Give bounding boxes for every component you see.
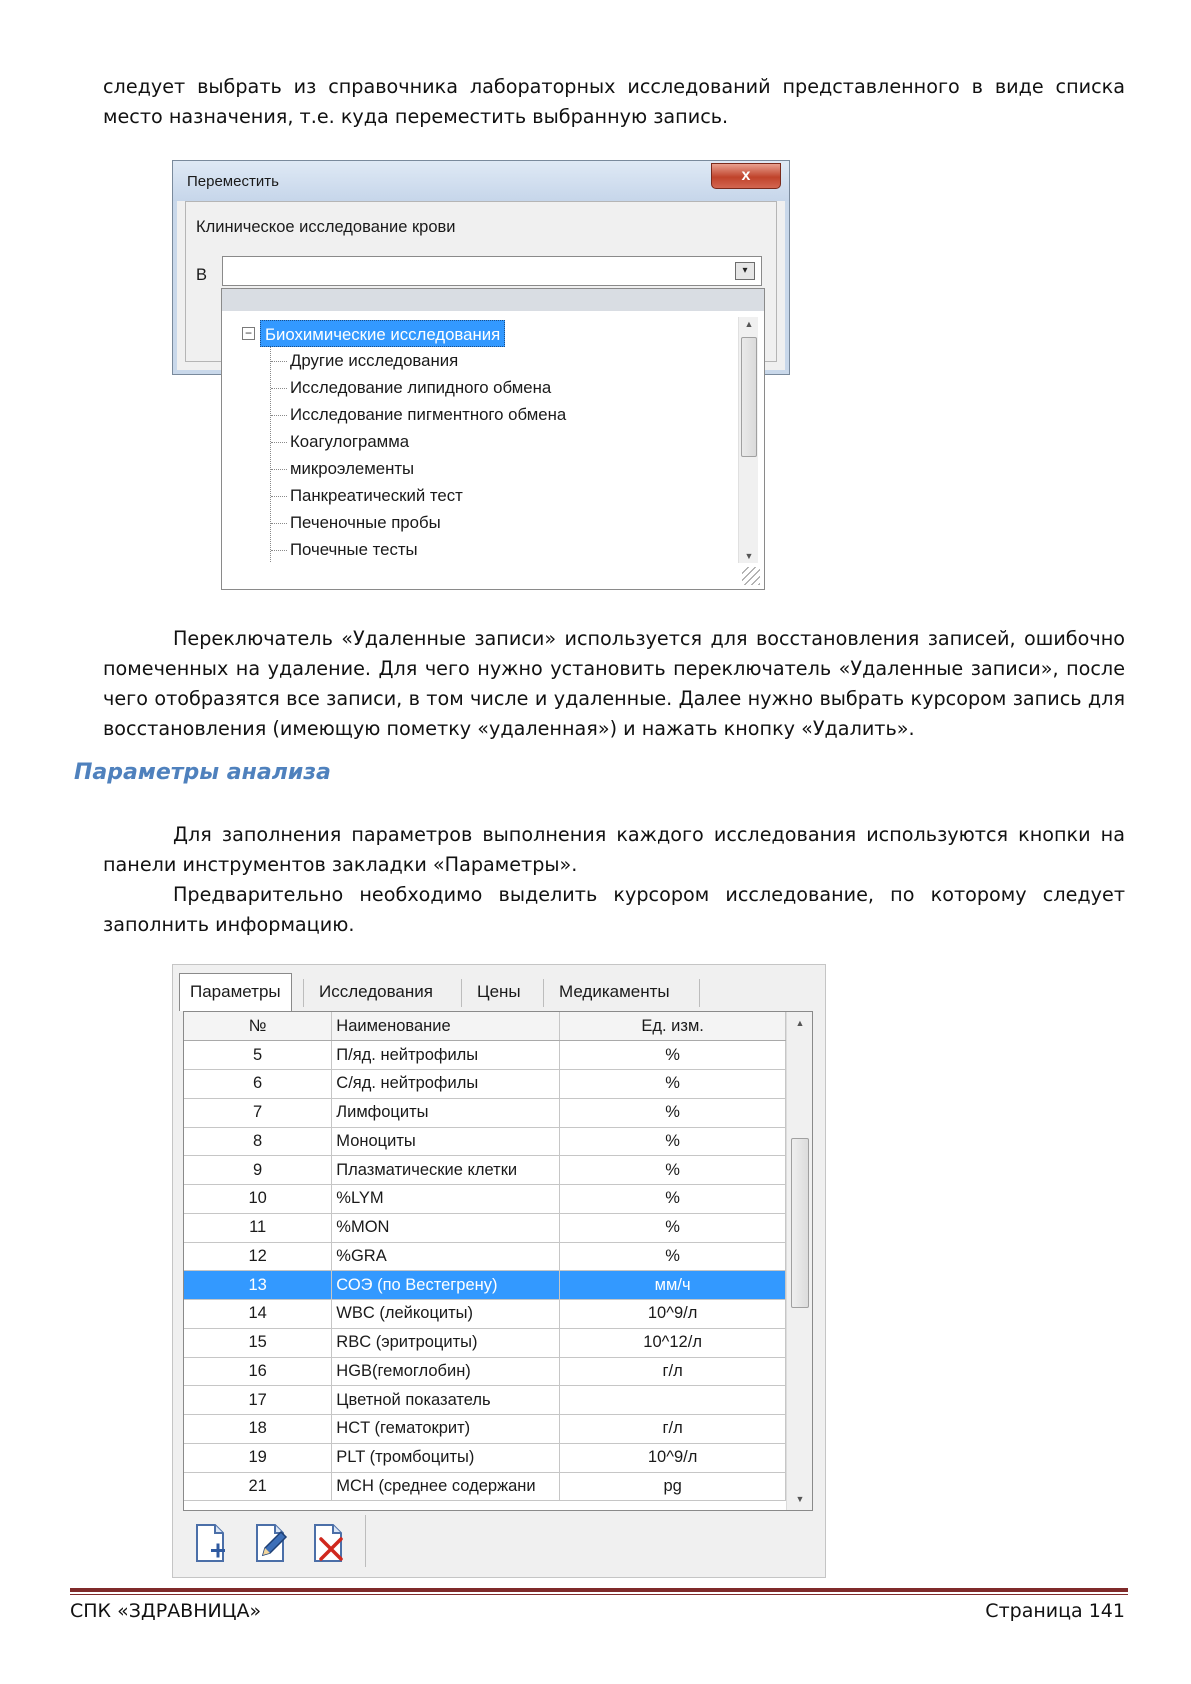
cell-number: 7 bbox=[184, 1098, 332, 1127]
params-paragraph-2: Предварительно необходимо выделить курсором исследование, по которому следует заполнить информацию. bbox=[103, 883, 1125, 936]
params-grid bbox=[183, 1011, 813, 1511]
cell-number: 9 bbox=[184, 1156, 332, 1185]
section-title: Параметры анализа bbox=[74, 760, 331, 785]
cell-number: 19 bbox=[184, 1443, 332, 1472]
cell-name: Моноциты bbox=[332, 1127, 560, 1156]
cell-number: 8 bbox=[184, 1127, 332, 1156]
footer-company: СПК «ЗДРАВНИЦА» bbox=[70, 1600, 262, 1622]
cell-unit: % bbox=[560, 1041, 786, 1070]
tree-item[interactable]: Исследование липидного обмена bbox=[290, 378, 552, 397]
cell-number: 14 bbox=[184, 1300, 332, 1329]
cell-name: HGB(гемоглобин) bbox=[332, 1357, 560, 1386]
cell-name: Лимфоциты bbox=[332, 1098, 560, 1127]
scroll-down-icon[interactable]: ▼ bbox=[795, 1494, 805, 1504]
table-row[interactable] bbox=[184, 1357, 786, 1386]
cell-unit: % bbox=[560, 1156, 786, 1185]
cell-unit: pg bbox=[560, 1472, 786, 1501]
table-row[interactable] bbox=[184, 1328, 786, 1357]
cell-name: WBC (лейкоциты) bbox=[332, 1300, 560, 1329]
table-row[interactable] bbox=[184, 1213, 786, 1242]
table-row[interactable] bbox=[184, 1070, 786, 1099]
tab-separator bbox=[461, 979, 462, 1007]
column-header-unit[interactable]: Ед. изм. bbox=[560, 1012, 786, 1041]
params-table bbox=[184, 1012, 786, 1501]
cell-name: %GRA bbox=[332, 1242, 560, 1271]
target-label: В bbox=[196, 266, 208, 284]
cell-number: 6 bbox=[184, 1070, 332, 1099]
cell-number: 13 bbox=[184, 1271, 332, 1300]
params-panel bbox=[172, 964, 826, 1578]
cell-unit: % bbox=[560, 1213, 786, 1242]
tab-separator bbox=[543, 979, 544, 1007]
tree-guide-line bbox=[270, 340, 271, 563]
tree-item[interactable]: Коагулограмма bbox=[290, 432, 410, 451]
table-row[interactable] bbox=[184, 1443, 786, 1472]
deleted-records-paragraph: Переключатель «Удаленные записи» используется для восстановления записей, ошибочно помеченных на удаление. Для чего нужно установить переключатель «Удаленные записи», после чего отобразятся все записи, в том числе и удаленные. Далее нужно выбрать курсором запись для восстановления (имеющую пометку «удаленная») и нажать кнопку «Удалить». bbox=[103, 627, 1125, 740]
tab-parameters[interactable]: Параметры bbox=[179, 973, 292, 1011]
dropdown-header-strip bbox=[222, 289, 764, 311]
cell-unit: г/л bbox=[560, 1357, 786, 1386]
table-row[interactable] bbox=[184, 1098, 786, 1127]
cell-unit: % bbox=[560, 1127, 786, 1156]
cell-unit: % bbox=[560, 1098, 786, 1127]
tree-connector bbox=[271, 442, 287, 443]
tree-connector bbox=[271, 388, 287, 389]
tree-connector bbox=[271, 415, 287, 416]
cell-unit: % bbox=[560, 1242, 786, 1271]
tree-connector bbox=[271, 523, 287, 524]
tree-item[interactable]: Исследование пигментного обмена bbox=[290, 405, 567, 424]
add-button[interactable] bbox=[191, 1521, 231, 1565]
tree-list bbox=[230, 317, 730, 563]
table-row[interactable] bbox=[184, 1472, 786, 1501]
cell-name: MCH (среднее содержани bbox=[332, 1472, 560, 1501]
cell-name: СОЭ (по Вестегрену) bbox=[332, 1271, 560, 1300]
cell-number: 16 bbox=[184, 1357, 332, 1386]
tab-prices[interactable]: Цены bbox=[477, 982, 521, 1001]
scroll-down-icon[interactable]: ▼ bbox=[744, 551, 754, 561]
tree-item[interactable]: Другие исследования bbox=[290, 351, 459, 370]
table-row[interactable] bbox=[184, 1041, 786, 1070]
table-row[interactable] bbox=[184, 1156, 786, 1185]
tree-item[interactable]: Панкреатический тест bbox=[290, 486, 463, 505]
tree-connector bbox=[271, 469, 287, 470]
params-paragraph-1: Для заполнения параметров выполнения каждого исследования используются кнопки на панели инструментов закладки «Параметры». bbox=[103, 823, 1125, 876]
collapse-toggle-icon[interactable]: − bbox=[242, 327, 255, 340]
cell-number: 17 bbox=[184, 1386, 332, 1415]
cell-name: С/яд. нейтрофилы bbox=[332, 1070, 560, 1099]
cell-unit: 10^9/л bbox=[560, 1443, 786, 1472]
close-button[interactable]: x bbox=[711, 163, 781, 189]
table-header-row bbox=[184, 1012, 786, 1041]
cell-unit: г/л bbox=[560, 1415, 786, 1444]
cell-name: %LYM bbox=[332, 1185, 560, 1214]
table-row[interactable] bbox=[184, 1415, 786, 1444]
target-combobox[interactable] bbox=[222, 256, 762, 286]
cell-unit: мм/ч bbox=[560, 1271, 786, 1300]
cell-unit bbox=[560, 1386, 786, 1415]
delete-button[interactable] bbox=[309, 1521, 349, 1565]
dialog-titlebar bbox=[173, 161, 789, 201]
cell-number: 5 bbox=[184, 1041, 332, 1070]
tab-separator bbox=[303, 979, 304, 1007]
tree-connector bbox=[271, 496, 287, 497]
cell-name: HCT (гематокрит) bbox=[332, 1415, 560, 1444]
cell-unit: % bbox=[560, 1070, 786, 1099]
grid-scrollbar[interactable] bbox=[786, 1012, 812, 1510]
cell-name: Цветной показатель bbox=[332, 1386, 560, 1415]
cell-number: 18 bbox=[184, 1415, 332, 1444]
edit-button[interactable] bbox=[251, 1521, 291, 1565]
column-header-number[interactable]: № bbox=[184, 1012, 332, 1041]
scroll-thumb[interactable] bbox=[791, 1138, 809, 1308]
tree-item[interactable]: Почечные тесты bbox=[290, 540, 418, 559]
tree-connector bbox=[271, 550, 287, 551]
cell-unit: 10^12/л bbox=[560, 1328, 786, 1357]
intro-paragraph: следует выбрать из справочника лабораторных исследований представленного в виде списка место назначения, т.е. куда переместить выбранную запись. bbox=[103, 75, 1125, 128]
scroll-up-icon[interactable]: ▲ bbox=[744, 319, 754, 329]
table-row[interactable] bbox=[184, 1127, 786, 1156]
dialog-title: Переместить bbox=[187, 173, 279, 190]
target-dropdown bbox=[221, 288, 765, 590]
tree-item[interactable]: микроэлементы bbox=[290, 459, 415, 478]
source-record-label: Клиническое исследование крови bbox=[196, 218, 456, 236]
cell-name: Плазматические клетки bbox=[332, 1156, 560, 1185]
cell-name: %MON bbox=[332, 1213, 560, 1242]
table-row[interactable] bbox=[184, 1242, 786, 1271]
cell-unit: 10^9/л bbox=[560, 1300, 786, 1329]
footer-rule bbox=[70, 1588, 1128, 1592]
cell-number: 15 bbox=[184, 1328, 332, 1357]
column-header-name[interactable]: Наименование bbox=[332, 1012, 560, 1041]
tree-scrollbar[interactable] bbox=[738, 317, 758, 563]
cell-unit: % bbox=[560, 1185, 786, 1214]
cell-number: 10 bbox=[184, 1185, 332, 1214]
cell-name: П/яд. нейтрофилы bbox=[332, 1041, 560, 1070]
tab-medications[interactable]: Медикаменты bbox=[559, 982, 670, 1001]
scroll-up-icon[interactable]: ▲ bbox=[795, 1018, 805, 1028]
table-row-selected[interactable] bbox=[184, 1271, 786, 1300]
cell-name: PLT (тромбоциты) bbox=[332, 1443, 560, 1472]
edit-document-icon bbox=[251, 1521, 291, 1565]
dropdown-button[interactable] bbox=[735, 262, 755, 280]
resize-grip-icon[interactable] bbox=[742, 567, 760, 585]
cell-name: RBC (эритроциты) bbox=[332, 1328, 560, 1357]
delete-document-icon bbox=[309, 1521, 349, 1565]
tree-root-item[interactable]: Биохимические исследования bbox=[260, 320, 505, 347]
table-row[interactable] bbox=[184, 1300, 786, 1329]
cell-number: 12 bbox=[184, 1242, 332, 1271]
add-document-icon bbox=[191, 1521, 231, 1565]
toolbar-separator bbox=[365, 1515, 366, 1567]
footer-rule-thin bbox=[70, 1594, 1128, 1595]
table-row[interactable] bbox=[184, 1185, 786, 1214]
folder-down-icon: ▾ bbox=[742, 265, 748, 276]
tree-item[interactable]: Печеночные пробы bbox=[290, 513, 441, 532]
tree-connector bbox=[271, 361, 287, 362]
cell-number: 11 bbox=[184, 1213, 332, 1242]
tab-studies[interactable]: Исследования bbox=[319, 982, 433, 1001]
tab-separator bbox=[699, 979, 700, 1007]
table-row[interactable] bbox=[184, 1386, 786, 1415]
scroll-thumb[interactable] bbox=[741, 337, 757, 457]
cell-number: 21 bbox=[184, 1472, 332, 1501]
footer-page-number: Страница 141 bbox=[985, 1600, 1125, 1622]
